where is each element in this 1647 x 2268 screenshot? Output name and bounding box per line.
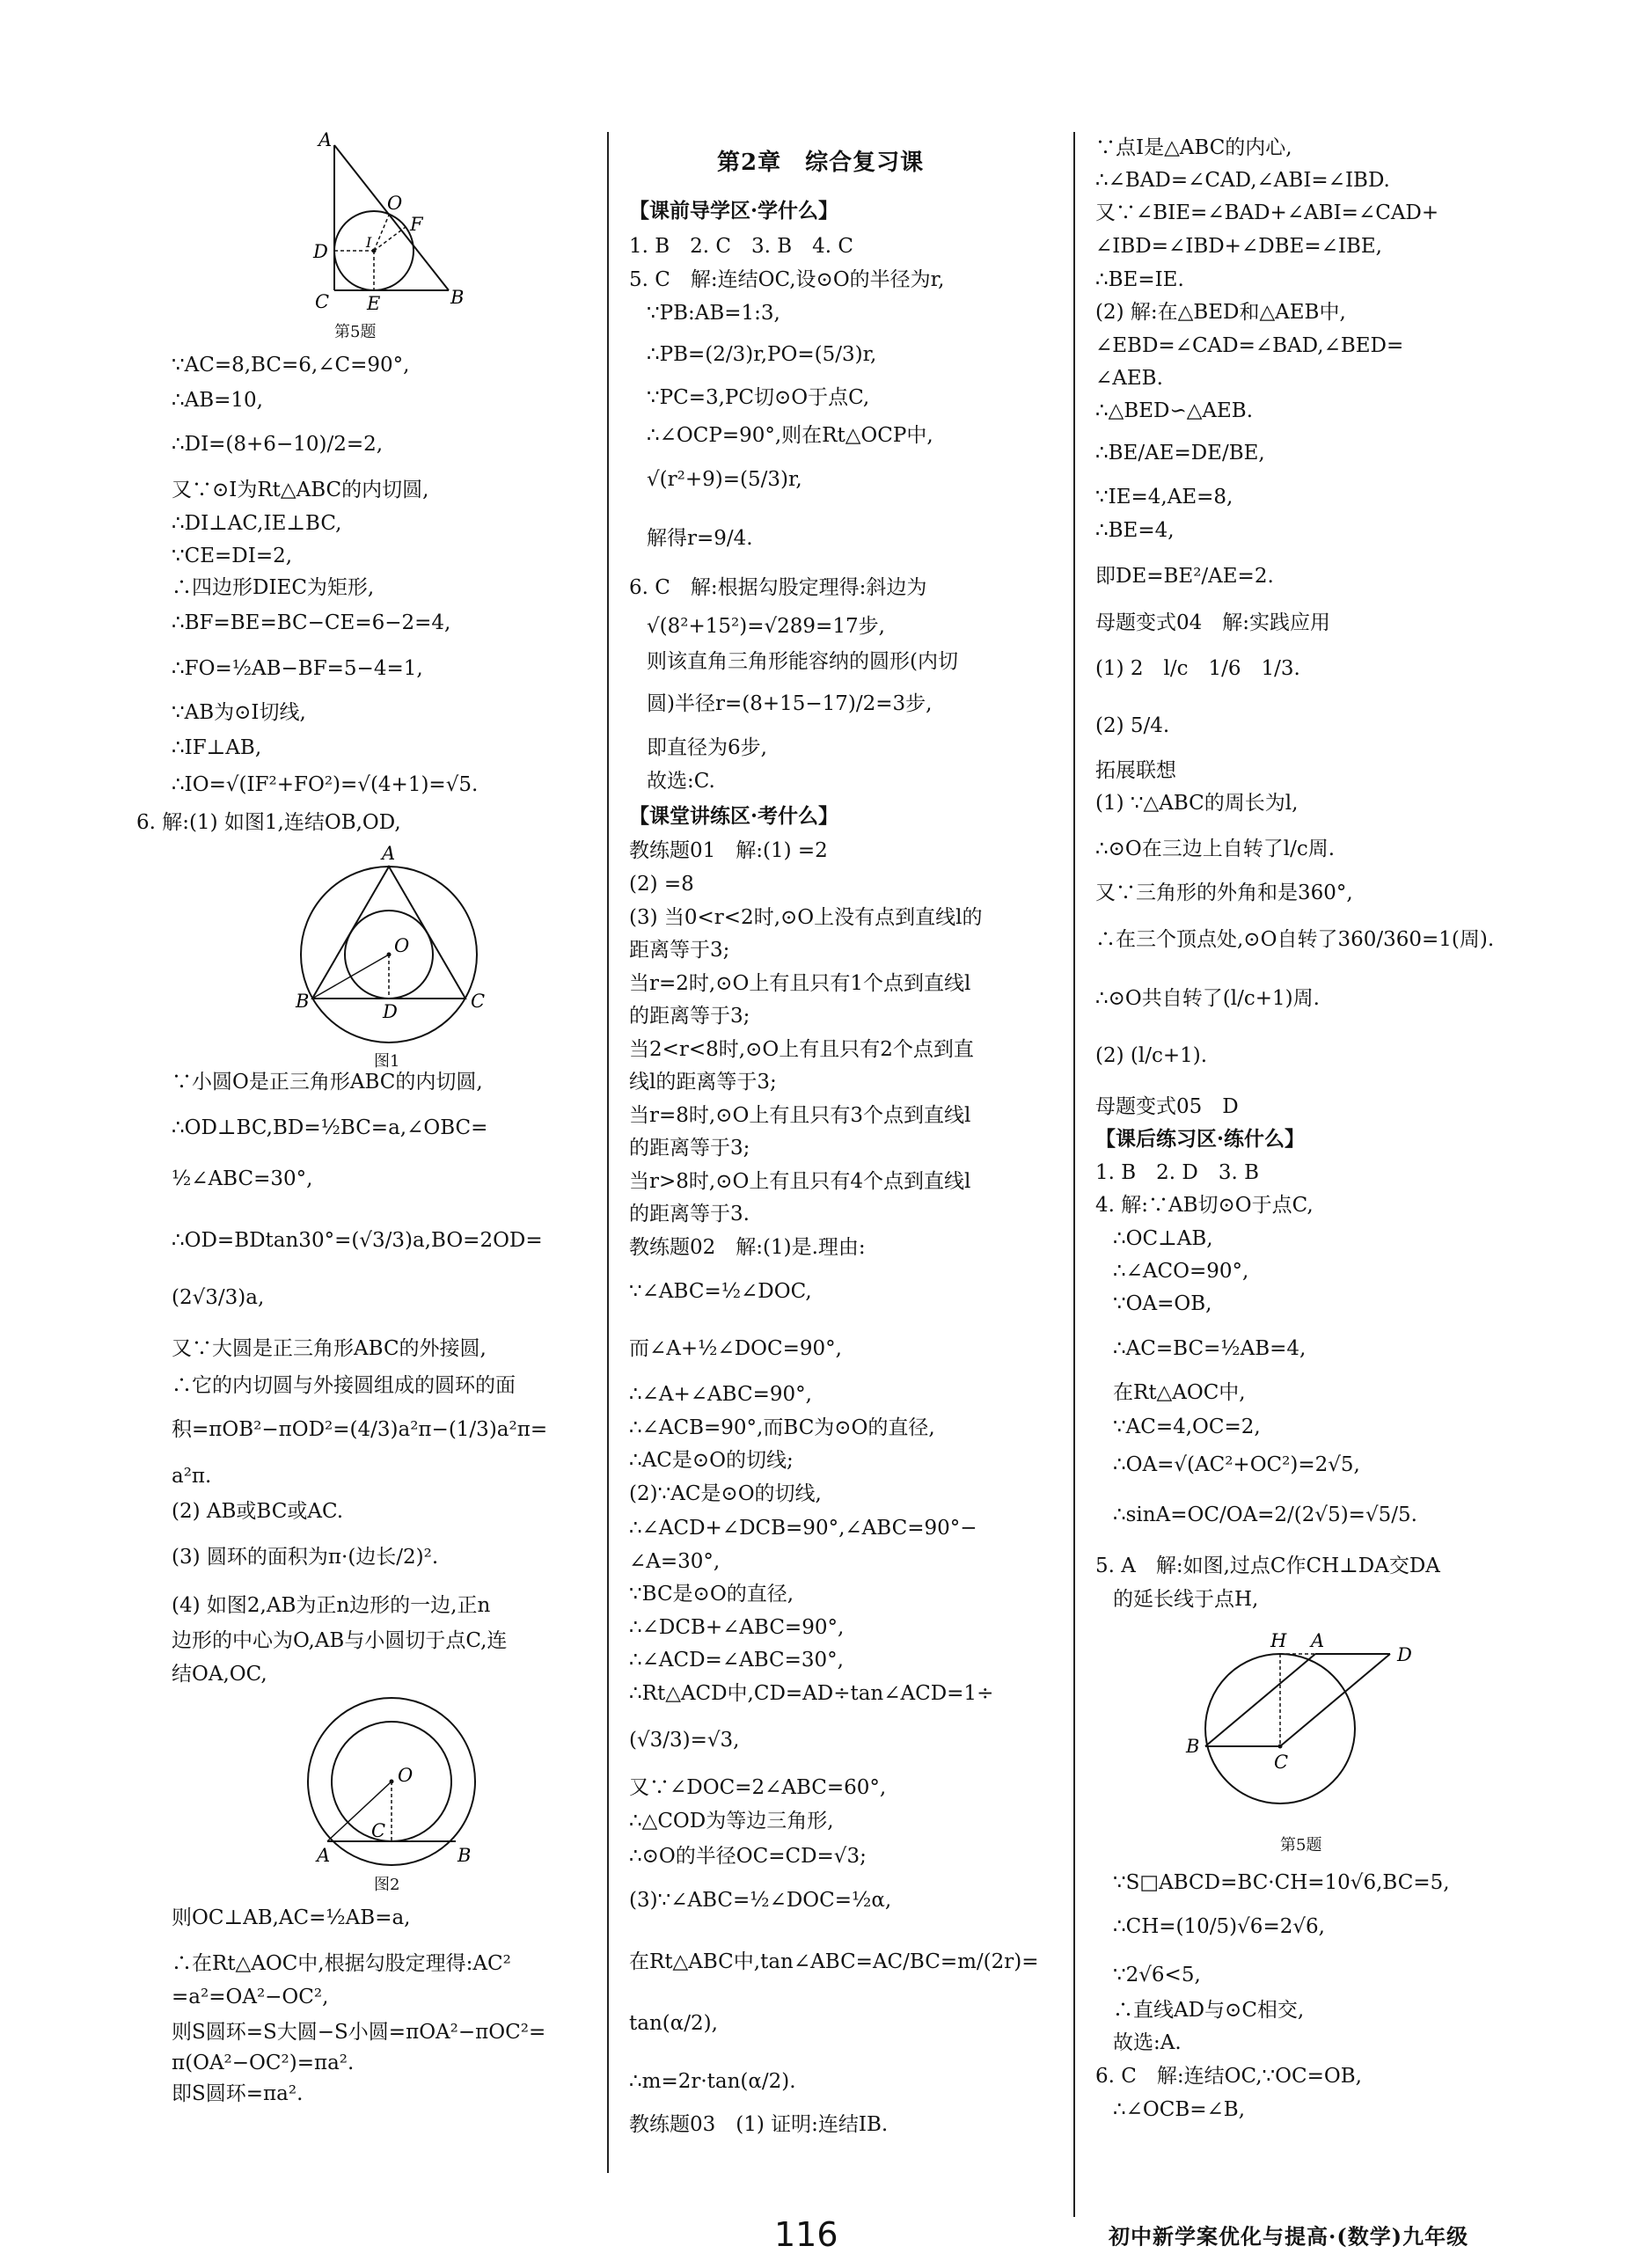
col2-line: ∵BC是⊙O的直径,: [629, 1583, 794, 1606]
col2-line: tan(α/2),: [629, 2012, 718, 2035]
col1-line: ∴四边形DIEC为矩形,: [172, 576, 375, 599]
col2-line: 解得r=9/4.: [647, 527, 753, 550]
book-title: 初中新学案优化与提高·(数学)九年级: [1109, 2223, 1469, 2250]
col3-line: ∴∠BAD=∠CAD,∠ABI=∠IBD.: [1095, 169, 1390, 192]
col1-line: 则S圆环=S大圆−S小圆=πOA²−πOC²=: [172, 2021, 546, 2044]
col1-line: ∴IF⊥AB,: [172, 736, 262, 759]
col3-line: ∴⊙O在三边上自转了l/c周.: [1095, 838, 1336, 860]
col2-line: ∵PB:AB=1:3,: [647, 302, 780, 325]
col3-line: ∠AEB.: [1095, 367, 1163, 390]
col3-line: 4. 解:∵AB切⊙O于点C,: [1095, 1194, 1314, 1217]
col2-line: 而∠A+½∠DOC=90°,: [629, 1337, 842, 1360]
col2-line: ∴m=2r·tan(α/2).: [629, 2070, 796, 2093]
figure-label: D: [313, 241, 328, 262]
col3-line: ∠IBD=∠IBD+∠DBE=∠IBE,: [1095, 235, 1382, 258]
col3-line: ∠EBD=∠CAD=∠BAD,∠BED=: [1095, 334, 1404, 357]
col2-line: √(r²+9)=(5/3)r,: [647, 468, 802, 491]
col2-line: ∠A=30°,: [629, 1550, 721, 1573]
col2-line: 即直径为6步,: [647, 736, 767, 759]
col3-line: 1. B 2. D 3. B: [1095, 1161, 1260, 1184]
col3-line: (1) ∵△ABC的周长为l,: [1095, 792, 1299, 815]
col2-line: ∴∠A+∠ABC=90°,: [629, 1383, 812, 1406]
col2-line: ∴∠DCB+∠ABC=90°,: [629, 1616, 845, 1639]
figure-label: B: [1186, 1736, 1200, 1757]
col3-line: ∴BE=4,: [1095, 519, 1175, 542]
col2-line: ∴Rt△ACD中,CD=AD÷tan∠ACD=1÷: [629, 1682, 994, 1705]
col3-line: ∴OC⊥AB,: [1113, 1227, 1213, 1250]
figure-label: A: [382, 843, 396, 864]
col2-line: 故选:C.: [647, 770, 715, 793]
col3-line: 【课后练习区·练什么】: [1095, 1127, 1306, 1151]
col1-line: ∵小圆O是正三角形ABC的内切圆,: [172, 1071, 483, 1094]
col1-line: =a²=OA²−OC²,: [172, 1986, 329, 2008]
figure-label: B: [450, 287, 465, 308]
col3-line: ∴BE=IE.: [1095, 268, 1184, 291]
col3-line: (2) 5/4.: [1095, 714, 1170, 737]
col1-line: ∴AB=10,: [172, 389, 263, 412]
col2-line: (2) =8: [629, 873, 694, 896]
col1-line: ∵AB为⊙I切线,: [172, 701, 306, 724]
figure-label: I: [366, 234, 372, 251]
figure-label: C: [471, 991, 486, 1012]
col3-line: 故选:A.: [1113, 2031, 1182, 2054]
figure-label: A: [1311, 1630, 1325, 1651]
col2-line: 的距离等于3.: [629, 1203, 750, 1225]
col2-line: ∵PC=3,PC切⊙O于点C,: [647, 386, 870, 409]
col1-line: ∴OD⊥BC,BD=½BC=a,∠OBC=: [172, 1116, 488, 1139]
figure-label: A: [318, 129, 333, 150]
page-number: 116: [774, 2215, 838, 2254]
col1-line: ∴BF=BE=BC−CE=6−2=4,: [172, 611, 451, 634]
col2-line: 1. B 2. C 3. B 4. C: [629, 235, 854, 258]
figure-label: C: [371, 1820, 386, 1841]
col2-line: √(8²+15²)=√289=17步,: [647, 615, 885, 638]
col1-line: ∵AC=8,BC=6,∠C=90°,: [172, 354, 410, 377]
figure-label: O: [398, 1765, 414, 1786]
col3-line: ∵点I是△ABC的内心,: [1095, 136, 1292, 159]
figure-label: D: [383, 1001, 398, 1022]
col2-line: ∴∠OCP=90°,则在Rt△OCP中,: [647, 424, 933, 447]
col3-line: 的延长线于点H,: [1113, 1588, 1259, 1611]
col2-line: 教练题03 (1) 证明:连结IB.: [629, 2113, 889, 2136]
figure-label: B: [296, 991, 310, 1012]
figure-label: B: [458, 1845, 472, 1866]
col3-line: ∴sinA=OC/OA=2/(2√5)=√5/5.: [1113, 1503, 1417, 1526]
col2-line: 当r=8时,⊙O上有且只有3个点到直线l: [629, 1104, 971, 1127]
col1-line: ∴OD=BDtan30°=(√3/3)a,BO=2OD=: [172, 1229, 543, 1252]
figure-caption: 图2: [374, 1876, 400, 1894]
col1-line: (2√3/3)a,: [172, 1286, 265, 1309]
col3-line: 拓展联想: [1095, 759, 1176, 782]
col2-line: 教练题01 解:(1) =2: [629, 839, 828, 862]
col3-line: 又∵三角形的外角和是360°,: [1095, 882, 1353, 904]
col2-line: ∴△COD为等边三角形,: [629, 1810, 834, 1833]
col3-line: ∴OA=√(AC²+OC²)=2√5,: [1113, 1453, 1360, 1476]
col2-line: ∴∠ACD+∠DCB=90°,∠ABC=90°−: [629, 1517, 977, 1540]
col1-line: ∴DI⊥AC,IE⊥BC,: [172, 512, 342, 535]
col3-line: ∴直线AD与⊙C相交,: [1113, 1999, 1305, 2022]
col2-line: 6. C 解:根据勾股定理得:斜边为: [629, 576, 927, 599]
col2-line: 第2章 综合复习课: [717, 150, 925, 176]
figure-2-annulus: [299, 1689, 493, 1883]
col3-line: (1) 2 l/c 1/6 1/3.: [1095, 657, 1300, 680]
figure-label: H: [1270, 1630, 1287, 1651]
figure-1-circles: [290, 840, 501, 1051]
col1-line: 6. 解:(1) 如图1,连结OB,OD,: [136, 811, 401, 834]
col1-line: ∴IO=√(IF²+FO²)=√(4+1)=√5.: [172, 773, 479, 796]
col3-line: ∴在三个顶点处,⊙O自转了360/360=1(周).: [1095, 928, 1495, 951]
col3-line: 母题变式05 D: [1095, 1095, 1239, 1118]
col2-line: 的距离等于3;: [629, 1005, 750, 1028]
col1-line: (2) AB或BC或AC.: [172, 1500, 344, 1523]
col1-line: 结OA,OC,: [172, 1663, 267, 1686]
col3-line: ∴AC=BC=½AB=4,: [1113, 1337, 1307, 1360]
col1-line: 又∵大圆是正三角形ABC的外接圆,: [172, 1337, 487, 1360]
col2-line: ∴PB=(2/3)r,PO=(5/3)r,: [647, 343, 877, 366]
figure-problem5-parallelogram: [1179, 1628, 1460, 1812]
col2-line: 的距离等于3;: [629, 1137, 750, 1160]
col2-line: 圆)半径r=(8+15−17)/2=3步,: [647, 692, 933, 715]
col3-line: ∵S□ABCD=BC·CH=10√6,BC=5,: [1113, 1871, 1450, 1894]
col3-line: ∵AC=4,OC=2,: [1113, 1416, 1261, 1438]
col1-line: 即S圆环=πa².: [172, 2082, 304, 2105]
col3-line: (2) (l/c+1).: [1095, 1044, 1208, 1067]
col1-line: (3) 圆环的面积为π·(边长/2)².: [172, 1546, 439, 1569]
col1-line: 则OC⊥AB,AC=½AB=a,: [172, 1906, 411, 1929]
col1-line: a²π.: [172, 1465, 212, 1488]
col2-line: 线l的距离等于3;: [629, 1071, 777, 1094]
col3-line: ∴⊙O共自转了(l/c+1)周.: [1095, 987, 1320, 1010]
figure-label: D: [1397, 1644, 1412, 1665]
column-divider-right: [1073, 132, 1075, 2217]
figure-caption: 图1: [374, 1052, 400, 1071]
figure-label: C: [1274, 1752, 1289, 1773]
figure-label: O: [387, 193, 403, 214]
figure-label: A: [317, 1845, 331, 1866]
col1-line: ∴它的内切圆与外接圆组成的圆环的面: [172, 1374, 516, 1397]
col2-line: (√3/3)=√3,: [629, 1729, 740, 1752]
col3-line: 母题变式04 解:实践应用: [1095, 611, 1331, 634]
col2-line: ∴AC是⊙O的切线;: [629, 1449, 794, 1472]
col3-line: ∴BE/AE=DE/BE,: [1095, 442, 1265, 465]
column-divider-left: [607, 132, 609, 2173]
col3-line: ∵IE=4,AE=8,: [1095, 486, 1233, 508]
col2-line: (3)∵∠ABC=½∠DOC=½α,: [629, 1889, 892, 1912]
col1-line: ∴DI=(8+6−10)/2=2,: [172, 433, 384, 456]
figure-caption: 第5题: [334, 323, 377, 341]
col3-line: 又∵∠BIE=∠BAD+∠ABI=∠CAD+: [1095, 201, 1439, 224]
col1-line: ∴FO=½AB−BF=5−4=1,: [172, 657, 423, 680]
figure-label: F: [410, 214, 423, 235]
col3-line: ∴∠ACO=90°,: [1113, 1260, 1249, 1283]
col2-line: ∴⊙O的半径OC=CD=√3;: [629, 1845, 867, 1868]
col3-line: ∵OA=OB,: [1113, 1292, 1212, 1315]
col2-line: 当r>8时,⊙O上有且只有4个点到直线l: [629, 1170, 971, 1193]
col3-line: 即DE=BE²/AE=2.: [1095, 565, 1274, 588]
figure-label: C: [315, 291, 330, 312]
figure-label: O: [394, 935, 410, 956]
col2-line: ∴∠ACD=∠ABC=30°,: [629, 1649, 844, 1672]
col3-line: 6. C 解:连结OC,∵OC=OB,: [1095, 2065, 1362, 2088]
col2-line: ∴∠ACB=90°,而BC为⊙O的直径,: [629, 1416, 935, 1439]
col2-line: 又∵∠DOC=2∠ABC=60°,: [629, 1776, 887, 1799]
col1-line: 积=πOB²−πOD²=(4/3)a²π−(1/3)a²π=: [172, 1418, 548, 1441]
col1-line: 边形的中心为O,AB与小圆切于点C,连: [172, 1629, 508, 1652]
col2-line: 当2<r<8时,⊙O上有且只有2个点到直: [629, 1038, 974, 1061]
col2-line: (2)∵AC是⊙O的切线,: [629, 1482, 822, 1505]
col3-line: ∴∠OCB=∠B,: [1113, 2098, 1246, 2121]
figure-label: E: [367, 293, 381, 314]
col3-line: ∴CH=(10/5)√6=2√6,: [1113, 1915, 1325, 1938]
col2-line: ∵∠ABC=½∠DOC,: [629, 1280, 812, 1303]
col3-line: ∴△BED∽△AEB.: [1095, 399, 1254, 422]
col2-line: 【课前导学区·学什么】: [629, 199, 839, 223]
figure-problem5-incircle: [299, 129, 493, 326]
col3-line: (2) 解:在△BED和△AEB中,: [1095, 301, 1346, 324]
col3-line: 5. A 解:如图,过点C作CH⊥DA交DA: [1095, 1555, 1440, 1577]
col1-line: ∵CE=DI=2,: [172, 545, 293, 567]
col2-line: 【课堂讲练区·考什么】: [629, 804, 839, 828]
col1-line: π(OA²−OC²)=πa².: [172, 2052, 355, 2074]
col2-line: 则该直角三角形能容纳的圆形(内切: [647, 650, 958, 673]
col1-line: (4) 如图2,AB为正n边形的一边,正n: [172, 1594, 491, 1617]
col3-line: ∵2√6<5,: [1113, 1964, 1201, 1986]
col1-line: 又∵⊙I为Rt△ABC的内切圆,: [172, 479, 429, 501]
col3-line: 在Rt△AOC中,: [1113, 1381, 1246, 1404]
col1-line: ½∠ABC=30°,: [172, 1167, 313, 1190]
figure-caption: 第5题: [1280, 1836, 1322, 1855]
col2-line: 在Rt△ABC中,tan∠ABC=AC/BC=m/(2r)=: [629, 1950, 1039, 1973]
col2-line: 当r=2时,⊙O上有且只有1个点到直线l: [629, 972, 971, 995]
col2-line: 教练题02 解:(1)是.理由:: [629, 1236, 866, 1259]
col2-line: (3) 当0<r<2时,⊙O上没有点到直线l的: [629, 906, 983, 929]
col2-line: 5. C 解:连结OC,设⊙O的半径为r,: [629, 268, 945, 291]
col1-line: ∴在Rt△AOC中,根据勾股定理得:AC²: [172, 1952, 511, 1975]
col2-line: 距离等于3;: [629, 939, 730, 962]
